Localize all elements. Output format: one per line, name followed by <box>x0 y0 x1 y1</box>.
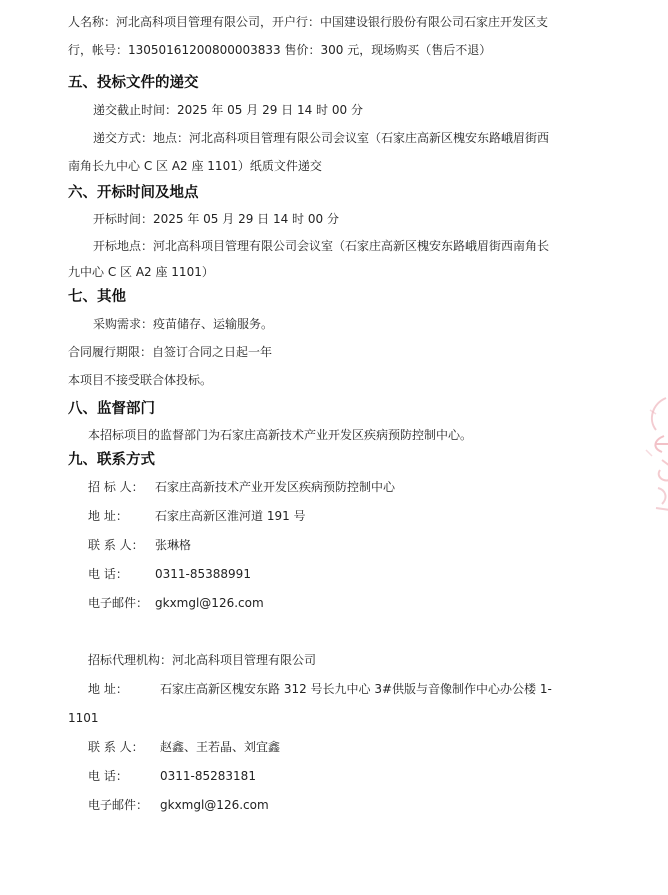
tenderer-address-label: 地 址： <box>88 509 128 523</box>
submission-method-line-1: 递交方式：地点：河北高科项目管理有限公司会议室（石家庄高新区槐安东路峨眉街西 <box>93 131 550 145</box>
section-9-heading: 九、联系方式 <box>68 452 155 468</box>
tenderer-contact-label: 联 系 人： <box>88 538 144 552</box>
intro-line-1: 人名称：河北高科项目管理有限公司，开户行：中国建设银行股份有限公司石家庄开发区支 <box>68 15 549 29</box>
opening-place-line-1: 开标地点：河北高科项目管理有限公司会议室（石家庄高新区槐安东路峨眉街西南角长 <box>93 239 550 253</box>
submission-deadline: 递交截止时间：2025 年 05 月 29 日 14 时 00 分 <box>93 103 363 117</box>
submission-method-line-2: 南角长九中心 C 区 A2 座 1101）纸质文件递交 <box>68 159 322 173</box>
contract-period: 合同履行期限：自签订合同之日起一年 <box>68 345 273 359</box>
tenderer-email[interactable]: gkxmgl@126.com <box>155 596 264 610</box>
tenderer-phone-label: 电 话： <box>88 567 128 581</box>
agency-phone: 0311-85283181 <box>160 769 256 783</box>
tenderer-email-label: 电子邮件： <box>88 596 149 610</box>
agency-email-label: 电子邮件： <box>88 798 149 812</box>
opening-time: 开标时间：2025 年 05 月 29 日 14 时 00 分 <box>93 212 339 226</box>
agency-phone-label: 电 话： <box>88 769 128 783</box>
section-7-heading: 七、其他 <box>68 289 126 305</box>
section-6-heading: 六、开标时间及地点 <box>68 185 199 201</box>
section-5-heading: 五、投标文件的递交 <box>68 75 199 91</box>
tenderer-name: 石家庄高新技术产业开发区疾病预防控制中心 <box>155 480 396 494</box>
supervision-text: 本招标项目的监督部门为石家庄高新技术产业开发区疾病预防控制中心。 <box>88 428 473 442</box>
tenderer-contact: 张琳格 <box>155 538 192 552</box>
seal-stamp-edge <box>626 390 668 520</box>
agency-address-label: 地 址： <box>88 682 128 696</box>
agency-address-continued: 1101 <box>68 711 99 725</box>
consortium-note: 本项目不接受联合体投标。 <box>68 373 213 387</box>
agency-contact: 赵鑫、王若晶、刘宜鑫 <box>160 740 281 754</box>
agency-address: 石家庄高新区槐安东路 312 号长九中心 3#供版与音像制作中心办公楼 1- <box>160 682 552 696</box>
agency-email[interactable]: gkxmgl@126.com <box>160 798 269 812</box>
agency-contact-label: 联 系 人： <box>88 740 144 754</box>
section-8-heading: 八、监督部门 <box>68 401 155 417</box>
intro-line-2: 行，帐号：13050161200800003833 售价：300 元，现场购买（售后不退） <box>68 43 492 57</box>
tenderer-phone: 0311-85388991 <box>155 567 251 581</box>
tenderer-address: 石家庄高新区淮河道 191 号 <box>155 509 306 523</box>
opening-place-line-2: 九中心 C 区 A2 座 1101） <box>68 265 214 279</box>
tenderer-name-label: 招 标 人： <box>88 480 144 494</box>
agency-name: 招标代理机构：河北高科项目管理有限公司 <box>88 653 317 667</box>
procurement-demand: 采购需求：疫苗储存、运输服务。 <box>93 317 274 331</box>
